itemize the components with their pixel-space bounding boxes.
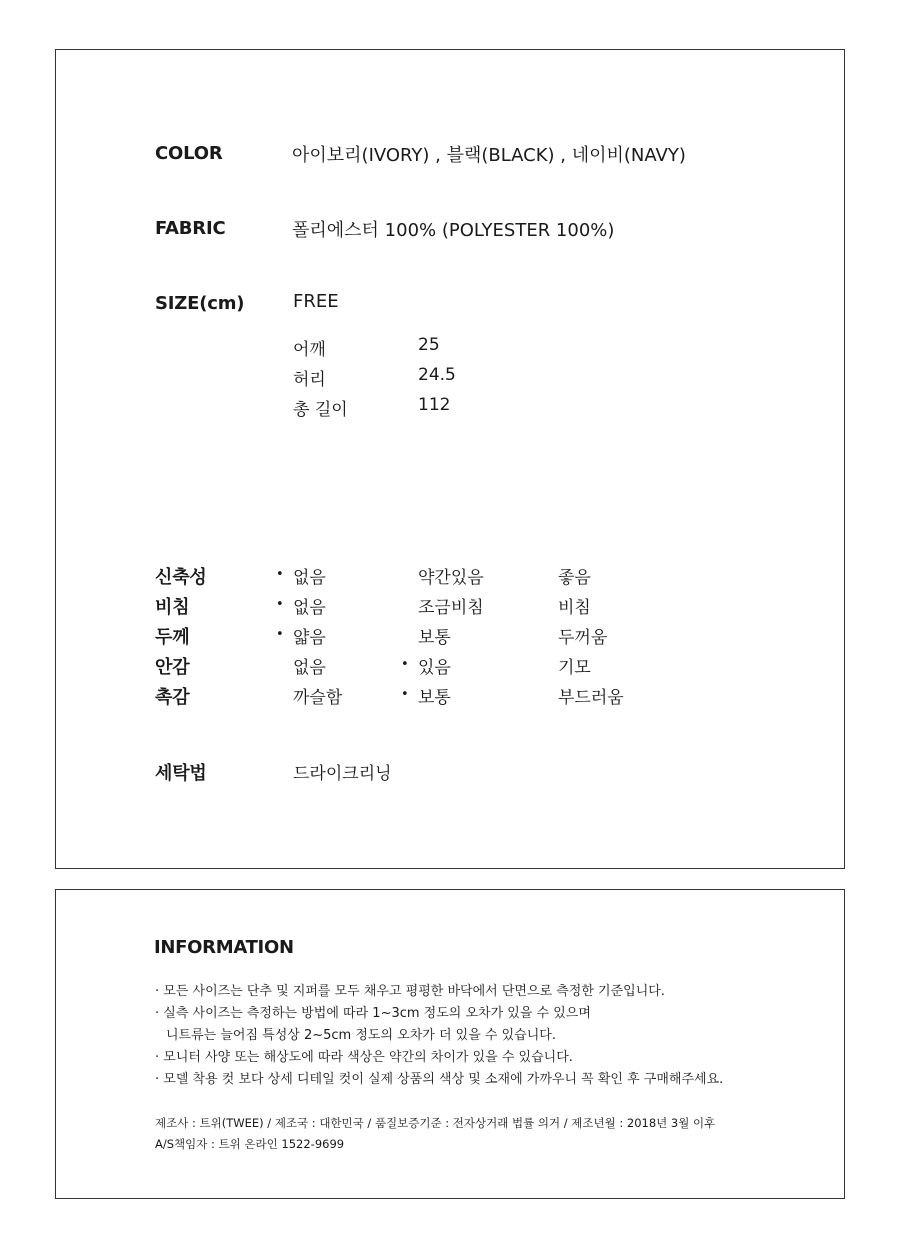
attribute-label-texture: 촉감 <box>155 687 190 708</box>
attribute-option: 좋음 <box>558 568 591 588</box>
attribute-label-stretch: 신축성 <box>155 567 207 588</box>
color-label: COLOR <box>155 143 223 164</box>
selected-bullet: • <box>401 687 409 702</box>
attribute-option: 보통 <box>418 628 451 648</box>
fabric-value: 폴리에스터 100% (POLYESTER 100%) <box>292 220 615 241</box>
attribute-option: 얇음 <box>293 628 326 648</box>
information-note: · 모든 사이즈는 단추 및 지퍼를 모두 채우고 평평한 바닥에서 단면으로 측정한 기준입니다. <box>155 984 665 999</box>
attribute-option: 있음 <box>418 658 451 678</box>
manufacturer-info: 제조사 : 트위(TWEE) / 제조국 : 대한민국 / 품질보증기준 : 전자상거래 법률 의거 / 제조년월 : 2018년 3월 이후 <box>155 1116 716 1130</box>
attribute-option: 보통 <box>418 688 451 708</box>
information-note: · 실측 사이즈는 측정하는 방법에 따라 1~3cm 정도의 오차가 있을 수 있으며 <box>155 1006 591 1021</box>
size-row-name: 총 길이 <box>293 400 348 420</box>
attribute-option: 까슬함 <box>293 688 343 708</box>
attribute-option: 기모 <box>558 658 591 678</box>
attribute-label-thickness: 두께 <box>155 627 190 648</box>
information-title: INFORMATION <box>154 937 294 958</box>
information-note: · 모니터 사양 또는 해상도에 따라 색상은 약간의 차이가 있을 수 있습니다. <box>155 1050 573 1065</box>
information-panel <box>55 889 845 1199</box>
size-row-value: 25 <box>418 335 440 355</box>
size-label: SIZE(cm) <box>155 293 245 314</box>
attribute-option: 두꺼움 <box>558 628 608 648</box>
attribute-label-lining: 안감 <box>155 657 190 678</box>
washing-label: 세탁법 <box>155 763 207 784</box>
color-value: 아이보리(IVORY) , 블랙(BLACK) , 네이비(NAVY) <box>292 145 686 166</box>
product-spec-panel <box>55 49 845 869</box>
selected-bullet: • <box>276 597 284 612</box>
attribute-option: 없음 <box>293 568 326 588</box>
attribute-option: 조금비침 <box>418 598 484 618</box>
size-row-name: 어깨 <box>293 340 326 360</box>
attribute-option: 비침 <box>558 598 591 618</box>
size-row-name: 허리 <box>293 370 326 390</box>
attribute-option: 약간있음 <box>418 568 484 588</box>
selected-bullet: • <box>276 567 284 582</box>
selected-bullet: • <box>401 657 409 672</box>
size-row-value: 112 <box>418 395 451 415</box>
as-contact-info: A/S책임자 : 트위 온라인 1522-9699 <box>155 1137 345 1151</box>
fabric-label: FABRIC <box>155 218 226 239</box>
information-note: · 모델 착용 컷 보다 상세 디테일 컷이 실제 상품의 색상 및 소재에 가까우니 꼭 확인 후 구매해주세요. <box>155 1072 724 1087</box>
attribute-option: 부드러움 <box>558 688 624 708</box>
washing-value: 드라이크리닝 <box>293 764 392 784</box>
attribute-option: 없음 <box>293 598 326 618</box>
attribute-option: 없음 <box>293 658 326 678</box>
selected-bullet: • <box>276 627 284 642</box>
size-value: FREE <box>293 291 339 312</box>
attribute-label-sheerness: 비침 <box>155 597 190 618</box>
information-note: 니트류는 늘어짐 특성상 2~5cm 정도의 오차가 더 있을 수 있습니다. <box>166 1028 556 1043</box>
size-row-value: 24.5 <box>418 365 456 385</box>
